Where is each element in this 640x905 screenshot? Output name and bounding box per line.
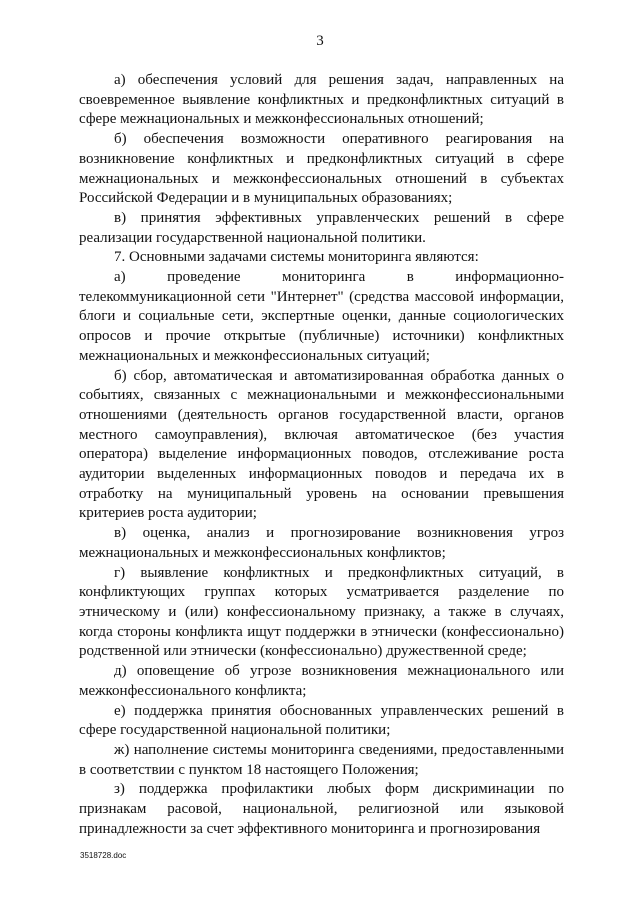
footer-file-code: 3518728.doc [80,851,127,860]
paragraph-6a: а) обеспечения условий для решения задач, направленных на своевременное выявление конфликтных и предконфликтных ситуаций в сфере межнациональных и межконфессиональных отношений; [79,72,564,128]
paragraph-6b: б) обеспечения возможности оперативного реагирования на возникновение конфликтных и предконфликтных ситуаций в сфере межнациональных и межконфессиональных отношений в субъектах Российской Федерации и в муниципальных образованиях; [79,131,564,207]
paragraph-7z: з) поддержка профилактики любых форм дискриминации по признакам расовой, национальной, религиозной или языковой принадлежности за счет эффективного мониторинга и прогнозирования [79,781,564,837]
paragraph-7a: а) проведение мониторинга в информационно-телекоммуникационной сети "Интернет" (средства массовой информации, блоги и социальные сети, экспертные оценки, данные социологических опросов и прочие открытые (публичные) источники) конфликтных межнациональных и межконфессиональных ситуаций; [79,269,564,364]
paragraph-7zh: ж) наполнение системы мониторинга сведениями, предоставленными в соответствии с пунктом 18 настоящего Положения; [79,741,564,778]
paragraph-6v: в) принятия эффективных управленческих решений в сфере реализации государственной национальной политики. [79,209,564,246]
paragraph-7b: б) сбор, автоматическая и автоматизированная обработка данных о событиях, связанных с межнациональными и межконфессиональными отношениями (деятельность органов государственной власти, органов местного самоуправления), включая автоматическое (без участия оператора) выделение информационных поводов, отслеживание роста аудитории выделенных информационных поводов и передача их в отработку на муниципальный уровень на основании превышения критериев роста аудитории; [79,367,564,522]
document-body [79,71,564,839]
paragraph-7v: в) оценка, анализ и прогнозирование возникновения угроз межнациональных и межконфессиональных конфликтов; [79,525,564,561]
paragraph-7g: г) выявление конфликтных и предконфликтных ситуаций, в конфликтующих группах которых усматривается разделение по этническому и (или) конфессиональному признаку, а также в случаях, когда стороны конфликта ищут поддержки в этнически (конфессионально) родственной или этнически (конфессионально) дружественной среде; [79,564,564,660]
paragraph-7-heading: 7. Основными задачами системы мониторинга являются: [114,249,479,266]
page-number: 3 [316,33,324,49]
paragraph-7d: д) оповещение об угрозе возникновения межнационального или межконфессионального конфликта; [79,663,564,699]
paragraph-7e: е) поддержка принятия обоснованных управленческих решений в сфере государственной национальной политики; [79,702,564,739]
